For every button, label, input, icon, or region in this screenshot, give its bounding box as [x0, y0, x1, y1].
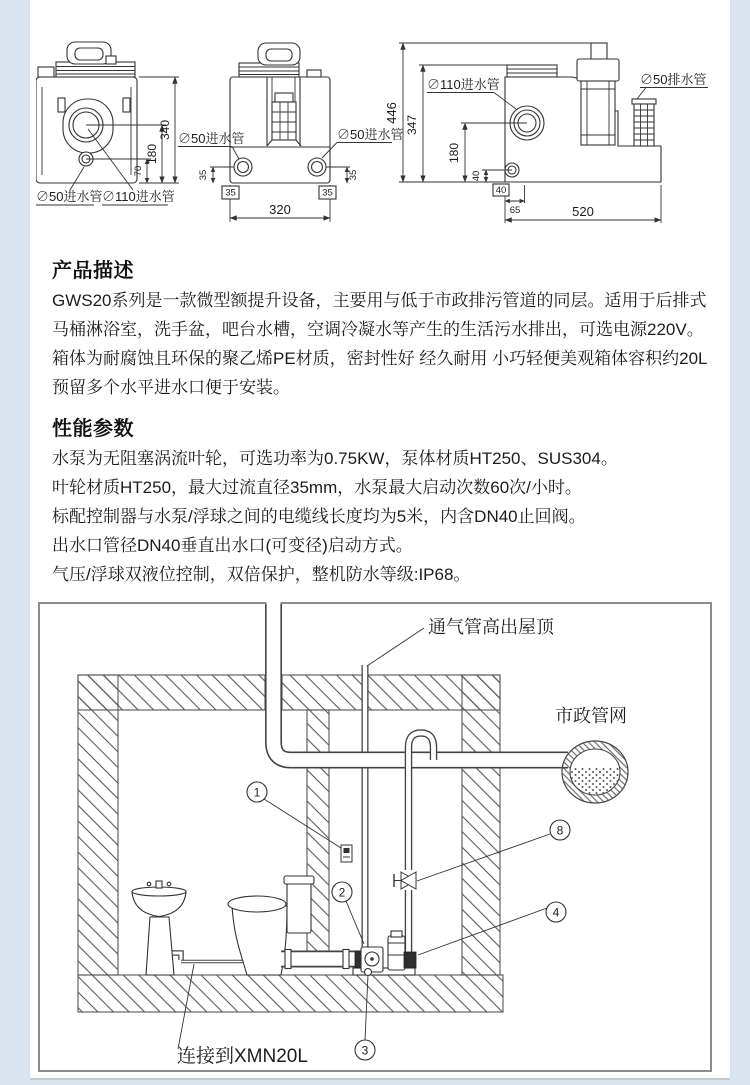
callout-4: 4 [552, 905, 560, 920]
dim-340: 340 [158, 119, 172, 141]
performance-line: 气压/浮球双液位控制，双倍保护，整机防水等级:IP68。 [52, 565, 471, 584]
drain-plug [365, 969, 372, 976]
dim-347: 347 [405, 114, 419, 136]
label-outlet50: ∅50排水管 [640, 72, 707, 87]
dim-40-v: 40 [471, 170, 482, 182]
description-line: GWS20系列是一款微型额提升设备，主要用与低于市政排污管道的同层。适用于后排式 [52, 291, 707, 310]
dim-180: 180 [447, 142, 461, 164]
description-paragraph [52, 286, 708, 402]
dim-40-h: 40 [495, 185, 507, 196]
performance-title: 性能参数 [52, 418, 134, 440]
inlet-50-port-right [308, 158, 326, 176]
performance-line: 水泵为无阻塞涡流叶轮，可选功率为0.75KW，泵体材质HT250、SUS304。 [52, 449, 618, 468]
description-line: 箱体为耐腐蚀且环保的聚乙烯PE材质，密封性好 经久耐用 小巧轻便美观箱体容积约20L [52, 349, 708, 368]
floor-slab [78, 975, 503, 1012]
performance-line: 叶轮材质HT250，最大过流直径35mm，水泵最大启动次数60次/小时。 [52, 478, 582, 497]
dim-35-left-v: 35 [198, 169, 209, 181]
dim-65: 65 [509, 205, 521, 216]
description-line: 马桶淋浴室，洗手盆，吧台水槽，空调冷凝水等产生的生活污水排出，可选电源220V。 [52, 320, 704, 339]
control-box [341, 845, 352, 862]
callout-1: 1 [253, 785, 261, 800]
performance-line: 出水口管径DN40垂直出水口(可变径)启动方式。 [52, 536, 413, 555]
pump-motor [388, 936, 405, 970]
discharge-fitting [404, 952, 416, 968]
municipal-pipe [562, 741, 628, 803]
description-line: 预留多个水平进水口便于安装。 [52, 378, 290, 397]
outlet-tower [632, 99, 656, 146]
front-view-drawing [36, 42, 179, 205]
callout-8: 8 [556, 823, 564, 838]
label-vent-pipe: 通气管高出屋顶 [428, 617, 554, 637]
left-wall [78, 675, 118, 975]
performance-paragraph [52, 444, 618, 589]
callout-2: 2 [338, 885, 346, 900]
dim-446: 446 [384, 102, 399, 124]
dim-320: 320 [269, 202, 291, 217]
dim-180: 180 [145, 143, 159, 165]
inlet-50-port-left [234, 158, 252, 176]
toilet-outlet-pipe [281, 950, 360, 969]
label-municipal: 市政管网 [555, 706, 627, 726]
dim-35-left-h: 35 [225, 187, 236, 199]
right-wall [462, 675, 500, 975]
side-view-drawing [384, 43, 708, 223]
label-inlet50: ∅50进水管 [36, 189, 103, 204]
technical-drawings [36, 15, 722, 225]
label-inlet50-right: ∅50进水管 [337, 127, 404, 142]
label-inlet110: ∅110进水管 [102, 189, 175, 204]
carry-handle [258, 43, 300, 65]
dim-70: 70 [133, 165, 144, 177]
dim-35-right-v: 35 [348, 169, 359, 181]
label-connect: 连接到XMN20L [177, 1046, 308, 1067]
carry-handle [67, 42, 116, 64]
content-panel [30, 0, 730, 1080]
description-title: 产品描述 [52, 260, 134, 282]
pump-motor [577, 43, 619, 145]
dim-520: 520 [572, 204, 594, 219]
installation-diagram [38, 602, 712, 1072]
performance-line: 标配控制器与水泵/浮球之间的电缆线长度均为5米，内含DN40止回阀。 [52, 507, 586, 526]
label-inlet110: ∅110进水管 [427, 77, 500, 92]
inlet-view-drawing [178, 43, 403, 222]
label-inlet50-left: ∅50进水管 [178, 131, 245, 146]
callout-3: 3 [361, 1043, 369, 1058]
dim-35-right-h: 35 [322, 187, 333, 199]
